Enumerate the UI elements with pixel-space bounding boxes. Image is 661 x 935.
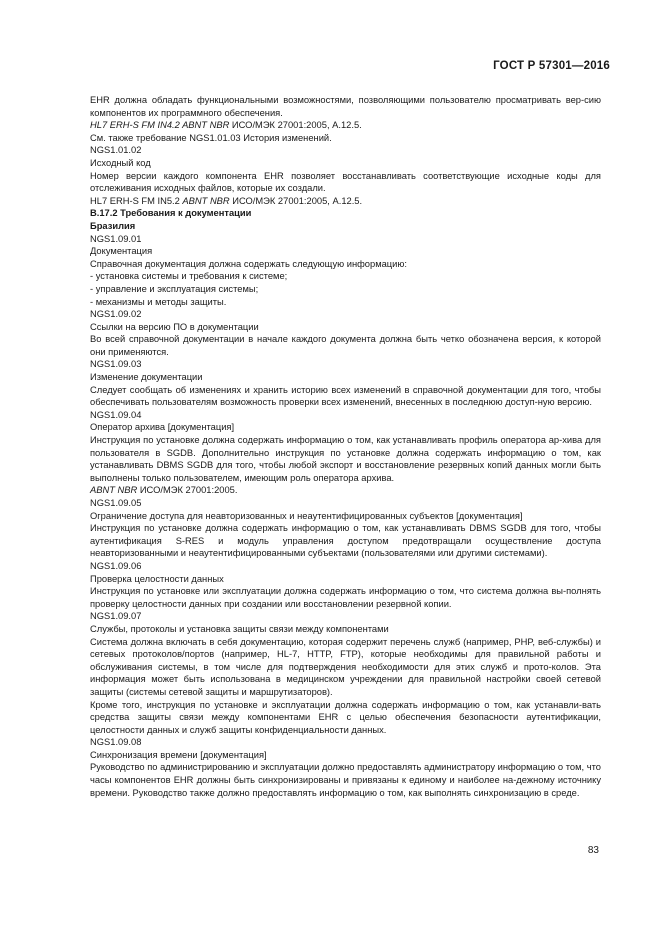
reference-italic: ABNT NBR: [182, 195, 230, 206]
body-line: NGS1.09.01: [90, 233, 142, 244]
body-line: NGS1.09.05: [90, 498, 142, 508]
body-paragraph: Руководство по администрированию и эксплуатации должно предоставлять администратору информацию о том, что часы компонентов EHR должны быть синхронизированы и привязаны к единому и наиболее на-дежному источнику времени. Руководство также должно предоставлять информацию о том, как выполнять синхронизацию в среде.: [90, 762, 601, 798]
body-line: Документация: [90, 246, 153, 257]
body-line: Исходный код: [90, 157, 151, 168]
reference-text: ИСО/МЭК 27001:2005, А.12.5.: [229, 195, 363, 206]
reference-italic: ABNT NBR: [90, 485, 138, 496]
body-line: См. также требование NGS1.01.03 История изменений.: [90, 132, 332, 143]
body-paragraph: Кроме того, инструкция по установке и эксплуатации должна содержать информацию о том, как устанавли-вать средства защиты связи между компонентами EHR с целью обеспечения безопасности аутентификации, целостности данных и служб защиты конфиденциальности данных.: [90, 699, 601, 735]
body-line: - механизмы и методы защиты.: [90, 296, 227, 307]
reference-italic: HL7 ERH-S FM IN4.2 ABNT NBR: [90, 120, 230, 131]
body-line: Ссылки на версию ПО в документации: [90, 321, 259, 332]
reference-text: HL7 ERH-S FM IN5.2: [90, 195, 183, 206]
body-line: NGS1.09.08: [90, 737, 142, 748]
body-line: Изменение документации: [90, 372, 203, 383]
body-line: Проверка целостности данных: [90, 573, 224, 584]
body-line: - управление и эксплуатация системы;: [90, 283, 259, 294]
body-paragraph: Во всей справочной документации в начале каждого документа должна быть четко обозначена версия, к которой они применяются.: [90, 334, 601, 357]
section-heading: Бразилия: [90, 220, 136, 231]
reference-line: [90, 484, 601, 497]
body-line: NGS1.09.06: [90, 560, 142, 571]
body-line: Справочная документация должна содержать следующую информацию:: [90, 258, 407, 269]
body-line: NGS1.09.02: [90, 309, 142, 320]
body-line: NGS1.09.04: [90, 409, 142, 420]
body-line: - установка системы и требования к системе;: [90, 271, 288, 282]
body-paragraph: Номер версии каждого компонента EHR позволяет восстанавливать соответствующие исходные коды для отслеживания исходных файлов, которые их создали.: [90, 170, 601, 194]
page-number: 83: [587, 845, 599, 856]
reference-text: ИСО/МЭК 27001:2005, А.12.5.: [229, 120, 362, 131]
body-line: Ограничение доступа для неавторизованных и неаутентифицированных субъектов [документация]: [90, 510, 523, 521]
body-paragraph: EHR должна обладать функциональными возможностями, позволяющими пользователю просматривать вер-сию компонентов их программного обеспечения.: [90, 95, 601, 118]
section-heading: В.17.2 Требования к документации: [90, 208, 252, 219]
body-paragraph: Следует сообщать об изменениях и хранить историю всех изменений в справочной документации для того, чтобы обеспечивать пользователям возможность проверки всех изменений, внесенных в последнюю доступ-ную версию.: [90, 384, 601, 408]
document-header: ГОСТ Р 57301—2016: [493, 60, 610, 72]
body-paragraph: Инструкция по установке должна содержать информацию о том, как устанавливать DBMS SGDB для того, чтобы аутентификация S-RES и модуль управления доступом предотвращали осуществление доступа неавторизованными и неаутентифицированными субъектами (пользователями или другими системами).: [90, 523, 601, 559]
body-line: NGS1.09.03: [90, 359, 142, 370]
document-body: [90, 94, 601, 799]
reference-line: [90, 119, 601, 132]
body-line: Синхронизация времени [документация]: [90, 749, 267, 760]
reference-line: [90, 195, 601, 208]
body-paragraph: Инструкция по установке или эксплуатации должна содержать информацию о том, что система должна вы-полнять проверку целостности данных при создании или восстановлении резервной копии.: [90, 586, 601, 609]
reference-text: ИСО/МЭК 27001:2005.: [137, 485, 238, 496]
body-paragraph: Система должна включать в себя документацию, которая содержит перечень служб (например, PHP, веб-службы) и сетевых протоколов/портов (например, HL-7, HTTP, FTP), которые необходимы для правильной работы и обслуживания системы, в том числе для подтверждения необходимости для этих служб и прото-колов. Эта информация может быть использована в медицинском учреждении для правильной настройки своей сетевой защиты (системы сетевой защиты и маршрутизаторов).: [90, 636, 601, 697]
body-line: NGS1.09.07: [90, 611, 142, 622]
body-line: Службы, протоколы и установка защиты связи между компонентами: [90, 623, 389, 634]
body-line: NGS1.01.02: [90, 145, 142, 156]
body-paragraph: Инструкция по установке должна содержать информацию о том, как устанавливать профиль оператора ар-хива для пользователя в SGDB. Дополнительно инструкция по установке должна содержать информацию о том, как устанавливать DBMS SGDB для того, чтобы любой экспорт и восстановление резервных копий данных могли быть выполнены только пользователем, имеющим роль оператора архива.: [90, 435, 601, 483]
body-line: Оператор архива [документация]: [90, 422, 235, 433]
